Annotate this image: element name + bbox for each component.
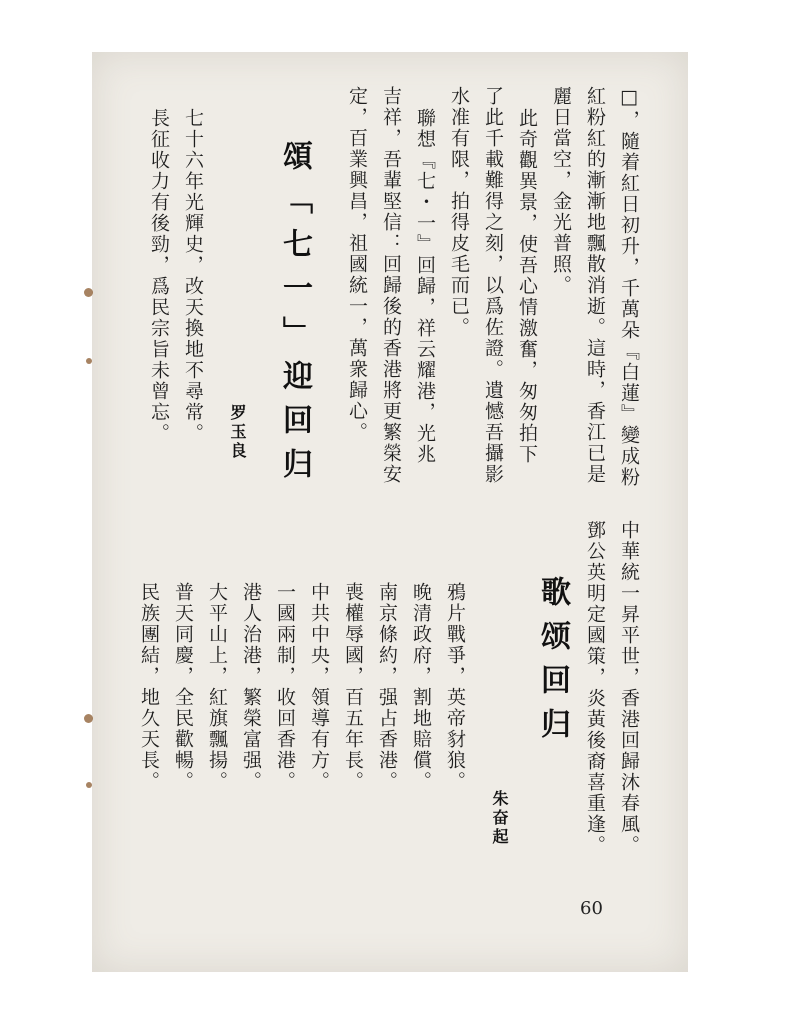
binding-hole [84, 714, 93, 723]
prose-line: □，隨着紅日初升，千萬朵『白蓮』變成粉 [618, 86, 640, 488]
prose-line: 定，百業興昌，祖國統一，萬衆歸心。 [346, 86, 368, 443]
poem2-title: 歌颂回归 [535, 576, 570, 752]
page-number: 60 [580, 898, 603, 919]
poem2-line: 民族團結，地久天長。 [138, 582, 160, 792]
binding-hole [86, 782, 92, 788]
poem2-line: 中共中央，領導有方。 [308, 582, 330, 792]
poem1-line: 七十六年光輝史，改天換地不尋常。 [182, 108, 204, 444]
poem2-line: 鄧公英明定國策，炎黃後裔喜重逢。 [584, 520, 606, 856]
prose-line: 紅粉紅的漸漸地飄散消逝。這時，香江已是 [584, 86, 606, 485]
poem2-line: 中華統一昇平世，香港回歸沐春風。 [618, 520, 640, 856]
poem1-line: 長征收力有後勁，爲民宗旨未曾忘。 [148, 108, 170, 444]
prose-line: 了此千載難得之刻，以爲佐證。遺憾吾攝影 [482, 86, 504, 485]
prose-line: 麗日當空，金光普照。 [550, 86, 572, 296]
prose-line: 此奇觀異景，使吾心情激奮，匆匆拍下 [516, 108, 538, 465]
poem2-line: 鴉片戰爭，英帝豺狼。 [444, 582, 466, 792]
binding-hole [84, 288, 93, 297]
prose-line: 吉祥，吾輩堅信：回歸後的香港將更繁榮安 [380, 86, 402, 485]
poem2-line: 南京條約，强占香港。 [376, 582, 398, 792]
poem2-line: 一國兩制，收回香港。 [274, 582, 296, 792]
poem1-title: 頌「七一」迎回归 [277, 140, 312, 492]
poem2-author: 朱奋起 [490, 790, 509, 847]
poem2-line: 大平山上，紅旗飄揚。 [206, 582, 228, 792]
poem1-author: 罗玉良 [228, 404, 247, 461]
poem2-line: 晚清政府，割地賠償。 [410, 582, 432, 792]
poem2-line: 普天同慶，全民歡暢。 [172, 582, 194, 792]
prose-line: 聯想『七・一』回歸，祥云耀港，光兆 [414, 108, 436, 465]
poem2-line: 港人治港，繁榮富强。 [240, 582, 262, 792]
poem2-line: 喪權辱國，百五年長。 [342, 582, 364, 792]
prose-line: 水准有限，拍得皮毛而已。 [448, 86, 470, 338]
binding-hole [86, 358, 92, 364]
